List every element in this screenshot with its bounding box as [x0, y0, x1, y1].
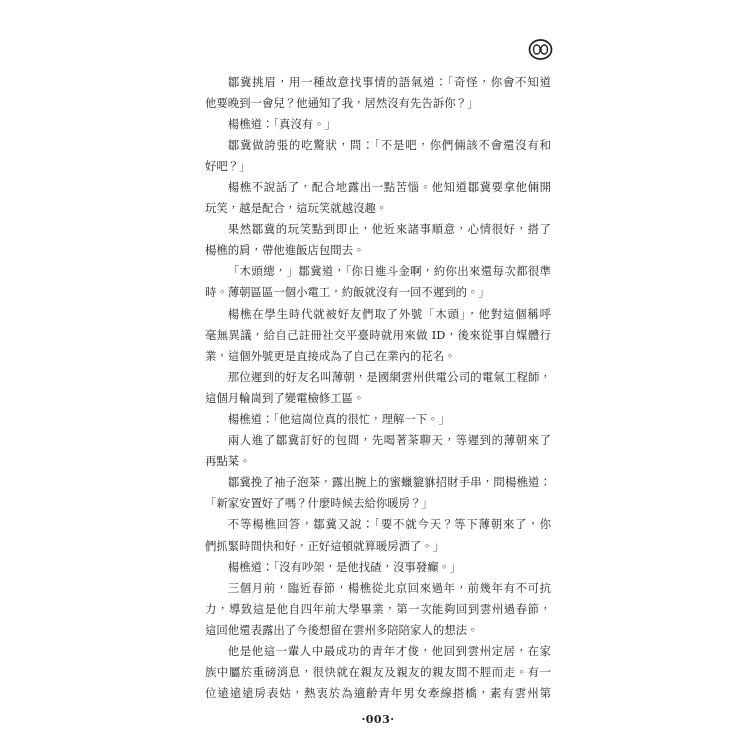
paragraph: [205, 514, 551, 556]
text-line: 力，導致這是他自四年前大學畢業，第一次能夠回到雲州過春節，: [205, 601, 551, 616]
page-number: ·003·: [361, 713, 395, 726]
text-line: 再點菜。: [205, 454, 251, 469]
text-line: 他要晚到一會兒？他通知了我，居然沒有先告訴你？」: [205, 95, 479, 110]
publisher-logo-icon: [527, 38, 554, 61]
text-line: 「新家安置好了嗎？什麼時候去給你暖房？」: [205, 496, 433, 511]
paragraph: [205, 430, 551, 472]
text-line: 這回他還表露出了今後想留在雲州多陪陪家人的想法。: [205, 622, 479, 637]
text-line: 楊樵的肩，帶他進飯店包間去。: [205, 243, 365, 258]
text-line: 不等楊樵回答，鄒冀又說：「要不就今天？等下薄朝來了，你: [227, 517, 551, 532]
text-line: 時。薄朝區區一個小電工，約飯就沒有一回不遲到的。」: [205, 285, 490, 300]
paragraph: [205, 261, 551, 303]
text-line: 鄒冀做誇張的吃驚狀，問：「不是吧，你們倆該不會還沒有和: [227, 137, 551, 152]
text-line: 楊樵道：「他這崗位真的很忙，理解一下。」: [227, 412, 450, 426]
paragraph: [205, 557, 551, 578]
paragraph: [205, 177, 551, 219]
text-line: 鄒冀挑眉，用一種故意找事情的語氣道：「奇怪，你會不知道: [227, 74, 551, 89]
text-line: 「木頭總，」鄒冀道，「你日進斗金啊，約你出來還每次都很準: [227, 264, 551, 279]
text-line: 三個月前，臨近春節，楊樵從北京回來過年，前幾年有不可抗: [227, 580, 551, 595]
text-line: 業，這個外號更是直接成為了自己在業內的花名。: [205, 348, 456, 363]
text-line: 好吧？」: [205, 158, 251, 173]
paragraph: [205, 641, 551, 704]
text-line: 這個月輪崗到了變電檢修工區。: [205, 390, 365, 405]
paragraph: [205, 135, 551, 177]
paragraph: [205, 367, 551, 409]
paragraph: [205, 304, 551, 367]
text-line: 們抓緊時間快和好，正好這頓就算暖房酒了。」: [205, 538, 445, 553]
body-text: [205, 72, 551, 705]
text-line: 玩笑，越是配合，這玩笑就越沒趣。: [205, 201, 388, 216]
text-line: 果然鄒冀的玩笑點到即止，他近來諸事順意，心情很好，搭了: [227, 222, 551, 237]
paragraph: [205, 72, 551, 114]
text-line: 毫無異議，給自己註冊社交平臺時就用來做 ID，後來從事自媒體行: [205, 327, 551, 342]
text-line: 楊樵道：「沒有吵架，是他找碴，沒事發癲。」: [227, 559, 462, 574]
text-line: 兩人進了鄒冀訂好的包間，先喝著茶聊天，等遲到的薄朝來了: [227, 433, 551, 448]
paragraph: [205, 409, 551, 430]
paragraph: [205, 472, 551, 514]
text-line: 那位遲到的好友名叫薄朝，是國網雲州供電公司的電氣工程師，: [227, 369, 551, 384]
text-line: 鄒冀挽了袖子泡茶，露出腕上的蜜蠟貔貅招財手串，問楊樵道：: [227, 475, 551, 490]
text-line: 楊樵道：「真沒有。」: [227, 116, 337, 131]
paragraph: [205, 114, 551, 135]
text-line: 楊樵不說話了，配合地露出一點苦惱。他知道鄒冀要拿他倆開: [227, 179, 551, 194]
text-line: 他是他這一輩人中最成功的青年才俊，他回到雲州定居，在家: [227, 644, 551, 659]
text-line: 位遠遠遠房表姑，熱衷於為適齡青年男女牽線搭橋，素有雲州第: [205, 686, 551, 701]
text-line: 楊樵在學生時代就被好友們取了外號「木頭」，他對這個稱呼: [227, 306, 551, 321]
text-line: 族中屬於重磅消息，很快就在親友及親友的親友間不脛而走。有一: [205, 665, 551, 680]
paragraph: [205, 219, 551, 261]
paragraph: [205, 578, 551, 641]
